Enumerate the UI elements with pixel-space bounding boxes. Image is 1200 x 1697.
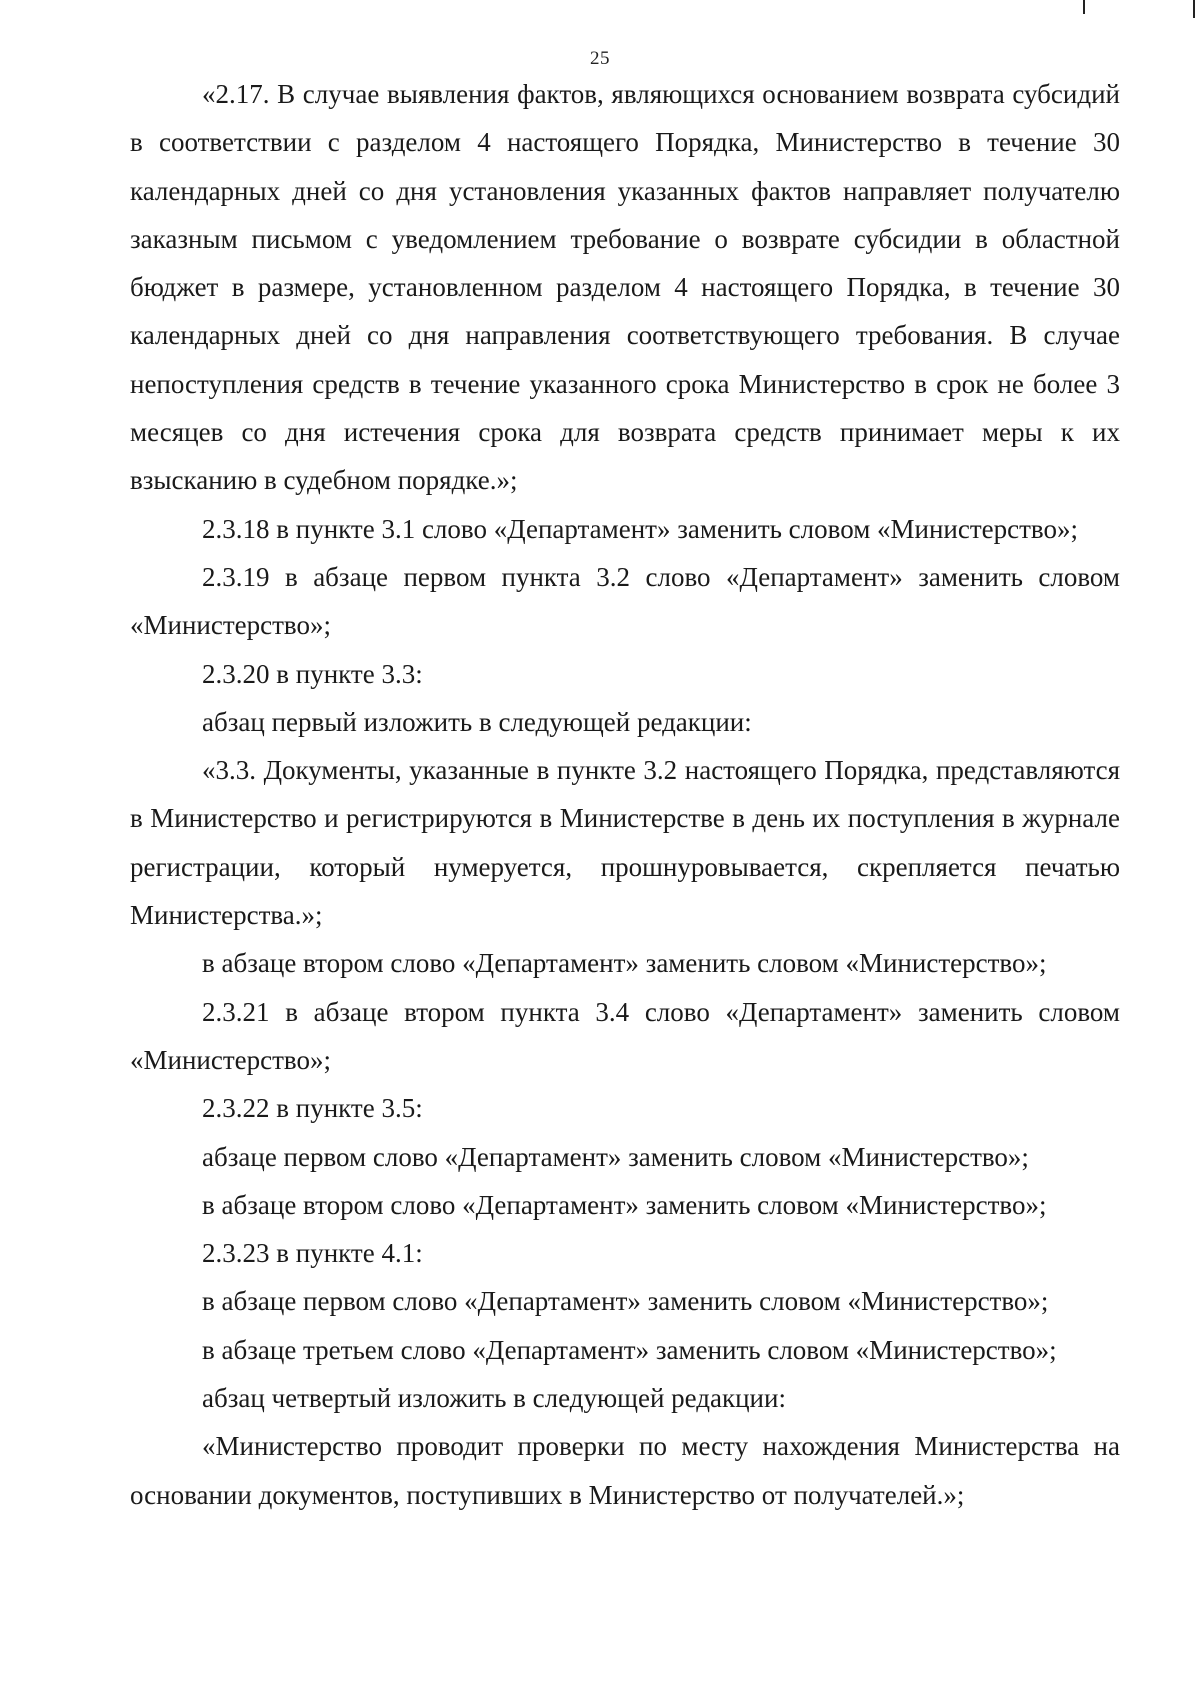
scan-artifact-mark: [1083, 0, 1085, 14]
scan-artifact-mark: [1193, 0, 1195, 18]
paragraph-2-3-23: 2.3.23 в пункте 4.1:: [202, 1238, 423, 1269]
paragraph-abzac-chetvertyi: абзац четвертый изложить в следующей редакции:: [202, 1383, 786, 1414]
paragraph-abzac-vtorom: в абзаце втором слово «Департамент» заменить словом «Министерство»;: [202, 948, 1047, 979]
paragraph-2-3-21: 2.3.21 в абзаце втором пункта 3.4 слово «Департамент» заменить словом «Министерство»;: [130, 996, 1120, 1075]
page-number: 25: [590, 48, 610, 69]
paragraph-v-abzace-pervom: в абзаце первом слово «Департамент» заменить словом «Министерство»;: [202, 1286, 1049, 1317]
paragraph-2-3-19: 2.3.19 в абзаце первом пункта 3.2 слово «Департамент» заменить словом «Министерство»;: [130, 561, 1120, 641]
document-body: [130, 70, 1120, 1519]
paragraph-v-abzace-tretem: в абзаце третьем слово «Департамент» заменить словом «Министерство»;: [202, 1334, 1057, 1365]
paragraph-ministerstvo-quote: «Министерство проводит проверки по месту нахождения Министерства на основании документов, поступивших в Министерство от получателей.»;: [130, 1431, 1120, 1510]
paragraph-3-3-quote: «3.3. Документы, указанные в пункте 3.2 настоящего Порядка, представляются в Министерство и регистрируются в Министерстве в день их поступления в журнале регистрации, который нумеруется, прошнуровывается, скрепляется печатью Министерства.»;: [130, 755, 1120, 931]
paragraph-abzac-pervyi: абзац первый изложить в следующей редакции:: [202, 706, 752, 737]
paragraph-2-3-22: 2.3.22 в пункте 3.5:: [202, 1093, 423, 1124]
paragraph-2-17: «2.17. В случае выявления фактов, являющихся основанием возврата субсидий в соответствии с разделом 4 настоящего Порядка, Министерство в течение 30 календарных дней со дня установления указанных фактов направляет получателю заказным письмом с уведомлением требование о возврате субсидии в областной бюджет в размере, установленном разделом 4 настоящего Порядка, в течение 30 календарных дней со дня направления соответствующего требования. В случае непоступления средств в течение указанного срока Министерство в срок не более 3 месяцев со дня истечения срока для возврата средств принимает меры к их взысканию в судебном порядке.»;: [130, 79, 1120, 496]
paragraph-2-3-20: 2.3.20 в пункте 3.3:: [202, 658, 423, 689]
paragraph-v-abzace-vtorom: в абзаце втором слово «Департамент» заменить словом «Министерство»;: [202, 1189, 1047, 1220]
paragraph-abzace-pervom: абзаце первом слово «Департамент» заменить словом «Министерство»;: [202, 1141, 1029, 1172]
paragraph-2-3-18: 2.3.18 в пункте 3.1 слово «Департамент» заменить словом «Министерство»;: [202, 513, 1078, 544]
